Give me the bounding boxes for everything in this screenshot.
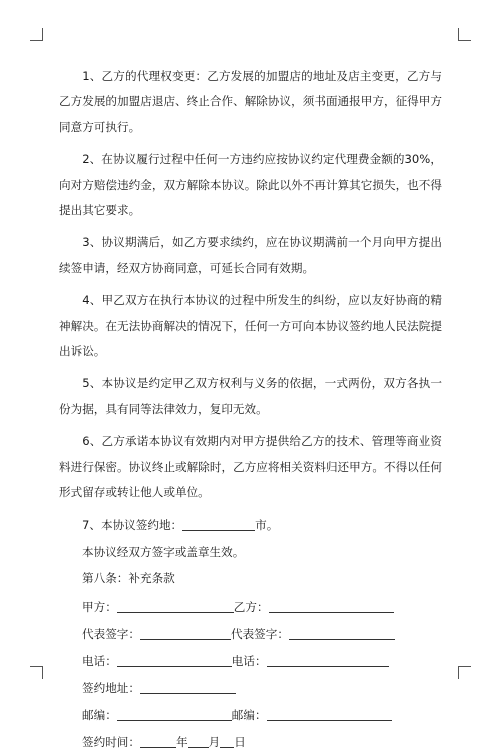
clause-5-copies: 5、本协议是约定甲乙双方权利与义务的依据，一式两份，双方各执一份为据，具有同等法律效力，复印无效。 [59, 376, 442, 416]
clause-3-renewal: 3、协议期满后，如乙方要求续约，应在协议期满前一个月向甲方提出续签申请，经双方协商同意，可延长合同有效期。 [59, 235, 442, 275]
party-b-label: 乙方： [233, 599, 269, 614]
rep-a-label: 代表签字： [82, 626, 140, 641]
section-8-title: 第八条：补充条款 [82, 571, 175, 586]
crop-mark-top-right [458, 28, 471, 41]
party-a-blank[interactable] [117, 598, 234, 613]
day-label: 日 [234, 734, 246, 749]
party-a-label: 甲方： [82, 599, 117, 614]
effective-statement: 本协议经双方签字或盖章生效。 [82, 544, 245, 559]
month-label: 月 [208, 734, 221, 749]
clause-4-disputes: 4、甲乙双方在执行本协议的过程中所发生的纠纷，应以友好协商的精神解决。在无法协商解决的情况下，任何一方可向本协议签约地人民法院提出诉讼。 [59, 293, 442, 359]
phone-b-blank[interactable] [267, 652, 389, 667]
postcode-a-blank[interactable] [117, 706, 232, 721]
crop-mark-bottom-right [458, 666, 471, 679]
address-row [59, 675, 442, 702]
rep-b-blank[interactable] [289, 625, 395, 640]
phone-row [59, 648, 442, 675]
address-blank[interactable] [140, 679, 236, 694]
year-label: 年 [175, 734, 188, 749]
day-blank[interactable] [220, 733, 234, 748]
phone-a-label: 电话： [82, 653, 117, 668]
date-label: 签约时间： [82, 734, 140, 749]
crop-mark-top-left [30, 28, 43, 41]
clause-6-confidentiality: 6、乙方承诺本协议有效期内对甲方提供给乙方的技术、管理等商业资料进行保密。协议终止或解除时，乙方应将相关资料归还甲方。不得以任何形式留存或转让他人或单位。 [59, 434, 442, 500]
party-row [59, 594, 442, 621]
postcode-a-label: 邮编： [82, 707, 117, 722]
year-blank[interactable] [140, 733, 176, 748]
rep-a-blank[interactable] [140, 625, 231, 640]
postcode-b-label: 邮编： [231, 707, 267, 722]
rep-b-label: 代表签字： [230, 626, 289, 641]
signing-date-row [59, 729, 442, 756]
party-b-blank[interactable] [269, 598, 394, 613]
crop-mark-bottom-left [30, 666, 43, 679]
postcode-row [59, 702, 442, 729]
document-body [59, 64, 442, 756]
month-blank[interactable] [188, 733, 209, 748]
address-label: 签约地址： [82, 680, 140, 695]
postcode-b-blank[interactable] [267, 706, 392, 721]
clause-7-signing-place [59, 513, 442, 538]
representative-row [59, 621, 442, 648]
phone-b-label: 电话： [231, 653, 267, 668]
signing-place-suffix: 市。 [255, 517, 279, 532]
signing-place-prefix: 7、本协议签约地： [82, 517, 183, 532]
clause-2-breach: 2、在协议履行过程中任何一方违约应按协议约定代理费金额的30%，向对方赔偿违约金，双方解除本协议。除此以外不再计算其它损失，也不得提出其它要求。 [59, 152, 442, 218]
signing-place-blank[interactable] [182, 516, 255, 531]
clause-1-agency-change: 1、乙方的代理权变更：乙方发展的加盟店的地址及店主变更，乙方与乙方发展的加盟店退店、终止合作、解除协议，须书面通报甲方，征得甲方同意方可执行。 [59, 69, 442, 134]
phone-a-blank[interactable] [117, 652, 232, 667]
